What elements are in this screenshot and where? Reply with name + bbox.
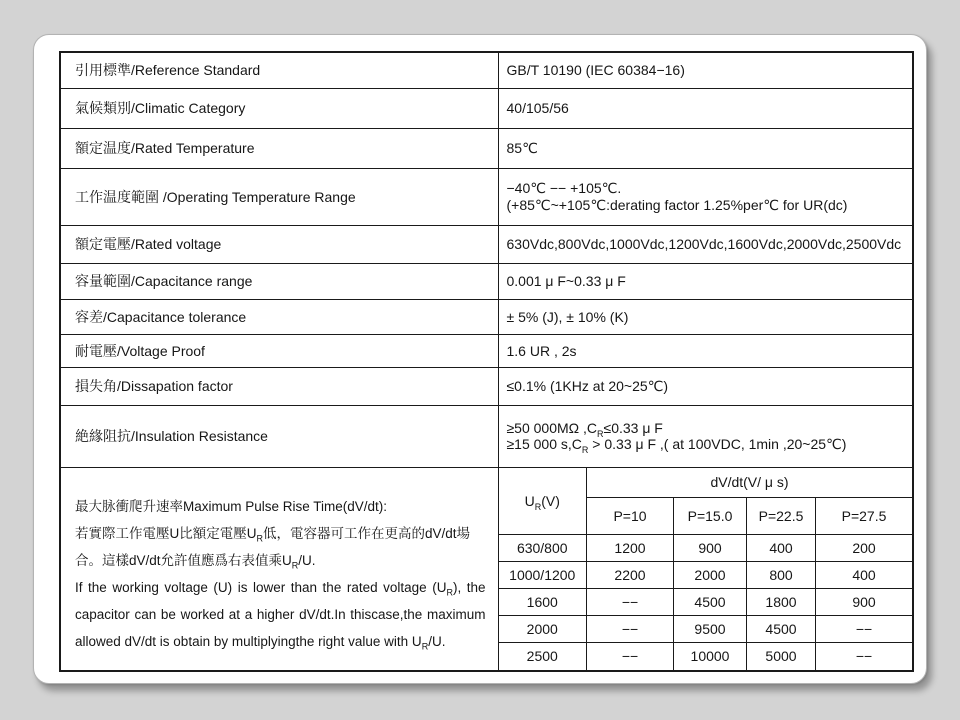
spec-row [60,334,913,367]
value-line: ≥50 000MΩ $,C_R\le 0.33$ μ F [506,419,663,439]
dvdt-value-cell: −− [587,643,674,670]
ur-cell: 630/800 [499,535,587,562]
ur-header-cell: $U_R(V)$ [499,468,587,535]
dvdt-header-row [499,468,913,498]
dvdt-value-cell: 1800 [747,589,816,616]
spec-row-label: 損失角/Dissapation factor [60,367,498,405]
pulse-note-chinese: 若實際工作電壓U比額定電壓$U_R$低，電容器可工作在更高的dV/dt場合。這樣dV/dt允許值應爲右表值乘$U_R/U$. [75,526,471,571]
pulse-note-cell [60,467,498,671]
dvdt-value-cell: −− [587,589,674,616]
spec-row [60,52,913,88]
dvdt-data-row [499,589,913,616]
spec-row-label: 引用標準/Reference Standard [60,52,498,88]
spec-row [60,367,913,405]
spec-row-label: 工作温度範圍 /Operating Temperature Range [60,168,498,225]
spec-card [33,34,927,684]
dvdt-value-cell: 800 [747,562,816,589]
p-header-cell: P=27.5 [816,498,913,535]
dvdt-table [499,468,913,670]
spec-row [60,128,913,168]
dvdt-value-cell: −− [816,643,913,670]
dvdt-value-cell: 400 [747,535,816,562]
dvdt-table-cell [498,467,913,671]
spec-row-value: 85℃ [498,128,913,168]
spec-row-value: 1.6 UR , 2s [498,334,913,367]
dvdt-span-header-cell: dV/dt(V/ μ s) [587,468,913,498]
spec-row-value: 630Vdc,800Vdc,1000Vdc,1200Vdc,1600Vdc,2000Vdc,2500Vdc [498,225,913,263]
dvdt-value-cell: 5000 [747,643,816,670]
value-line: (+85℃~+105℃:derating factor 1.25%per℃ for UR(dc) [506,196,848,213]
p-header-cell: P=22.5 [747,498,816,535]
spec-row [60,88,913,128]
spec-row [60,225,913,263]
ur-cell: 1600 [499,589,587,616]
spec-row-label: 額定温度/Rated Temperature [60,128,498,168]
dvdt-value-cell: −− [587,616,674,643]
spec-row-label: 額定電壓/Rated voltage [60,225,498,263]
spec-row-value: ± 5% (J), ± 10% (K) [498,299,913,334]
dvdt-value-cell: 1200 [587,535,674,562]
spec-row-value [498,168,913,225]
spec-row [60,405,913,467]
dvdt-value-cell: 2200 [587,562,674,589]
spec-row-label: 耐電壓/Voltage Proof [60,334,498,367]
spec-row-label: 絶緣阻抗/Insulation Resistance [60,405,498,467]
pulse-note-title: 最大脉衝爬升速率Maximum Pulse Rise Time(dV/dt): [75,499,388,514]
dvdt-value-cell: 400 [816,562,913,589]
spec-row-label: 容量範圍/Capacitance range [60,263,498,299]
dvdt-value-cell: 10000 [674,643,747,670]
dvdt-value-cell: 200 [816,535,913,562]
spec-row [60,299,913,334]
dvdt-value-cell: 900 [674,535,747,562]
value-line: ≥15 000 $s,C_R > 0.33$ μ F ,( at 100VDC, 1min ,20~25℃) [506,435,847,455]
dvdt-value-cell: 4500 [747,616,816,643]
dvdt-data-row [499,643,913,670]
spec-table [59,51,914,672]
spec-row-label: 容差/Capacitance tolerance [60,299,498,334]
spec-row-value: GB/T 10190 (IEC 60384−16) [498,52,913,88]
spec-row-value: 0.001 μ F~0.33 μ F [498,263,913,299]
dvdt-data-row [499,535,913,562]
spec-row-value [498,405,913,467]
pulse-note-english: If the working voltage (U) is lower than the rated voltage $(U_R)$, the capacitor can be worked at a higher dV/dt.In thiscase,the maximum allowed dV/dt is obtain by multiplyingthe right value with $U_R/U$. [75,580,486,652]
dvdt-value-cell: 900 [816,589,913,616]
ur-cell: 2000 [499,616,587,643]
dvdt-data-row [499,562,913,589]
value-line: −40℃ −− +105℃. [506,179,622,196]
dvdt-value-cell: 4500 [674,589,747,616]
dvdt-data-row [499,616,913,643]
dvdt-value-cell: 2000 [674,562,747,589]
spec-row-label: 氣候類別/Climatic Category [60,88,498,128]
p-header-cell: P=10 [587,498,674,535]
spec-row [60,168,913,225]
p-header-cell: P=15.0 [674,498,747,535]
ur-cell: 1000/1200 [499,562,587,589]
dvdt-value-cell: 9500 [674,616,747,643]
ur-cell: 2500 [499,643,587,670]
pulse-rise-row [60,467,913,671]
dvdt-value-cell: −− [816,616,913,643]
spec-row-value: 40/105/56 [498,88,913,128]
spec-row-value: ≤0.1% (1KHz at 20~25℃) [498,367,913,405]
spec-row [60,263,913,299]
